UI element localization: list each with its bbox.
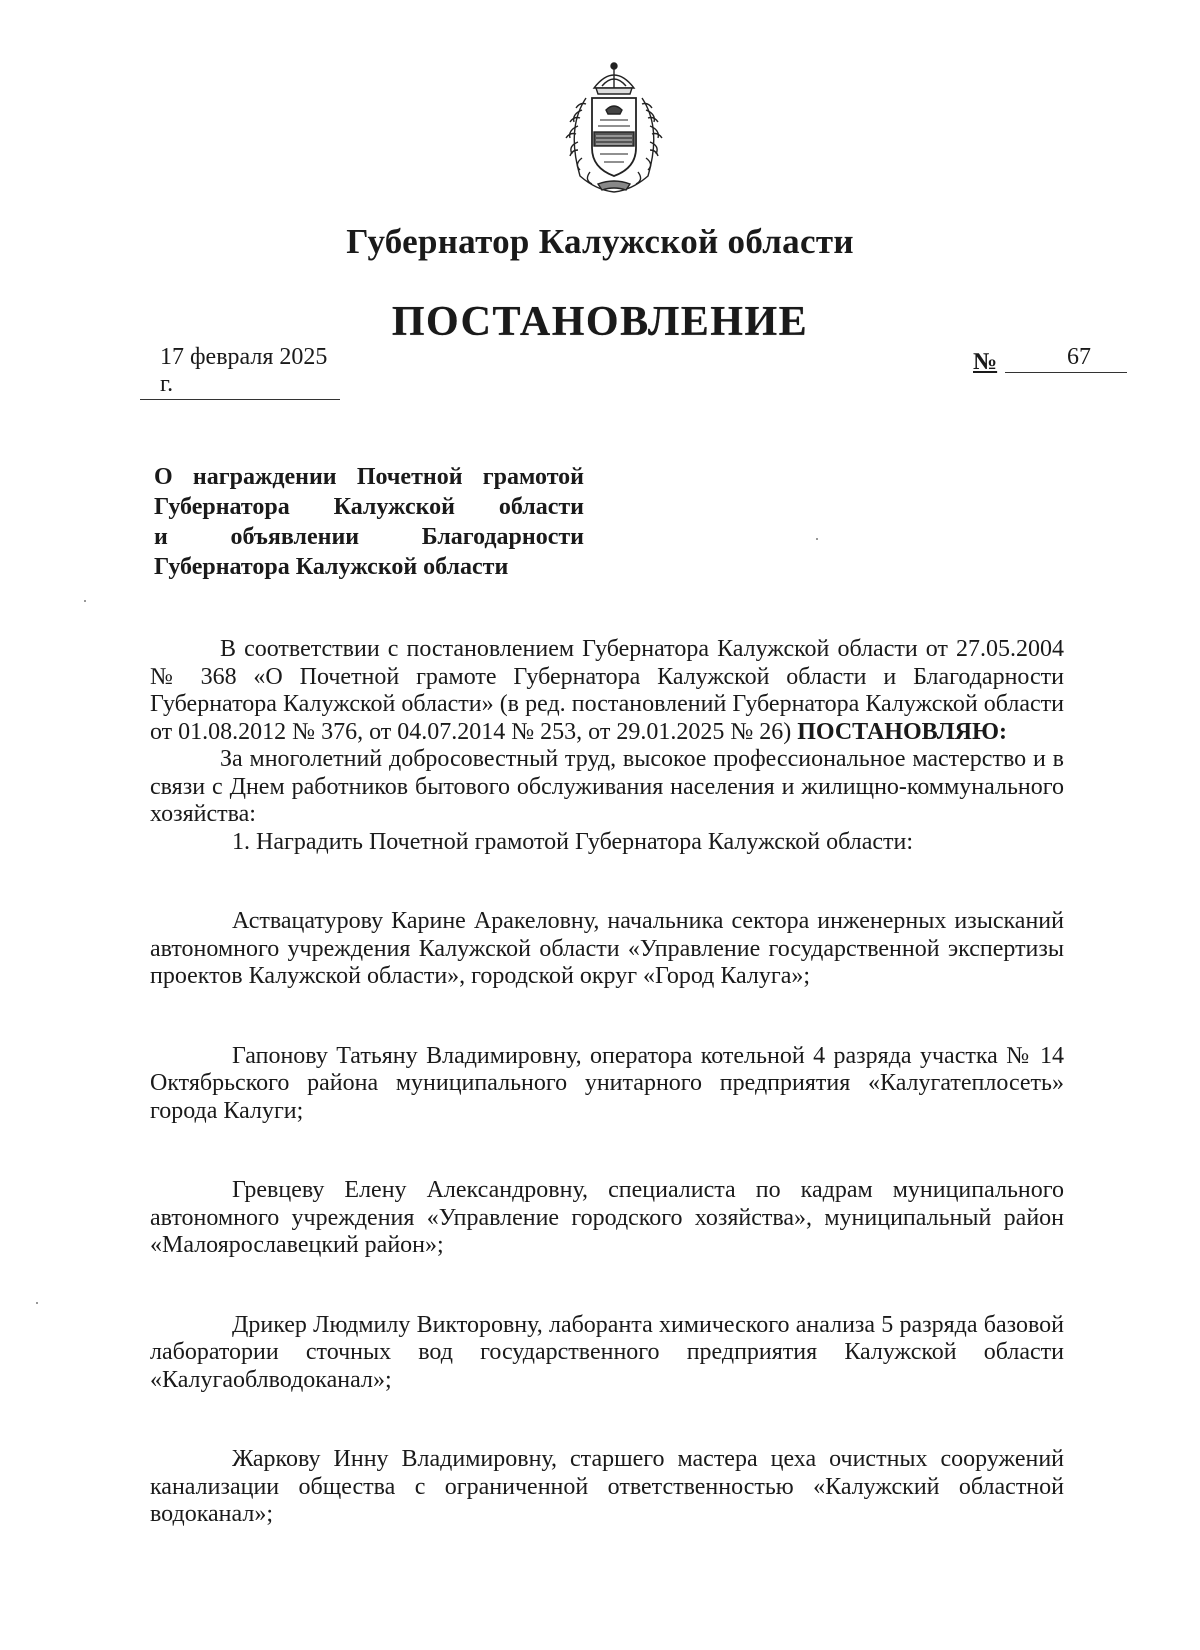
document-subject — [154, 462, 584, 582]
document-number: 67 — [1005, 344, 1127, 373]
subject-line: Губернатора Калужской области — [154, 554, 509, 580]
document-type-heading: ПОСТАНОВЛЕНИЕ — [391, 299, 809, 345]
recipient-paragraph: Гревцеву Елену Александровну, специалиста по кадрам муниципального автономного учреждения «Управление городского хозяйства», муниципальный район «Малоярославецкий район»; — [150, 1177, 1064, 1258]
recipient-paragraph: Жаркову Инну Владимировну, старшего мастера цеха очистных сооружений канализации общества с ограниченной ответственностью «Калужский областной водоканал»; — [150, 1446, 1064, 1527]
scan-speck — [816, 538, 818, 540]
subject-line: О награждении Почетной грамотой — [154, 464, 584, 490]
preamble-paragraph — [150, 636, 1064, 746]
document-date: 17 февраля 2025 г. — [140, 344, 340, 400]
recipient-paragraph: Гапонову Татьяну Владимировну, оператора котельной 4 разряда участка № 14 Октябрьского района муниципального унитарного предприятия «Калугатеплосеть» города Калуги; — [150, 1042, 1064, 1124]
preamble-text: В соответствии с постановлением Губернатора Калужской области от 27.05.2004 № 368 «О Почетной грамоте Губернатора Калужской области и Благодарности Губернатора Калужской области» (в ред. постановлений Губернатора Калужской области от 01.08.2012 № 376, от 04.07.2014 № 253, от 29.01.2025 № 26) — [150, 636, 1064, 745]
recipient-paragraph: Дрикер Людмилу Викторовну, лаборанта химического анализа 5 разряда базовой лаборатории сточных вод государственного предприятия Калужской области «Калугаоблводоканал»; — [150, 1311, 1064, 1393]
resolve-keyword: ПОСТАНОВЛЯЮ: — [797, 718, 1007, 745]
subject-line: и объявлении Благодарности — [154, 524, 584, 550]
scan-speck — [36, 1302, 38, 1304]
number-sign: № — [973, 349, 998, 375]
coat-of-arms-emblem — [556, 58, 672, 198]
document-body — [150, 636, 1064, 1529]
award-point-1: 1. Наградить Почетной грамотой Губернатора Калужской области: — [232, 828, 914, 855]
scan-speck — [84, 600, 86, 602]
recipient-paragraph: Аствацатурову Карине Аракеловну, начальника сектора инженерных изысканий автономного учреждения Калужской области «Управление государственной экспертизы проектов Калужской области», городской округ «Город Калуга»; — [150, 908, 1064, 989]
issuer-title: Губернатор Калужской области — [346, 222, 854, 261]
reason-paragraph: За многолетний добросовестный труд, высокое профессиональное мастерство и в связи с Днем работников бытового обслуживания населения и жилищно-коммунального хозяйства: — [150, 746, 1064, 827]
subject-line: Губернатора Калужской области — [154, 494, 584, 520]
